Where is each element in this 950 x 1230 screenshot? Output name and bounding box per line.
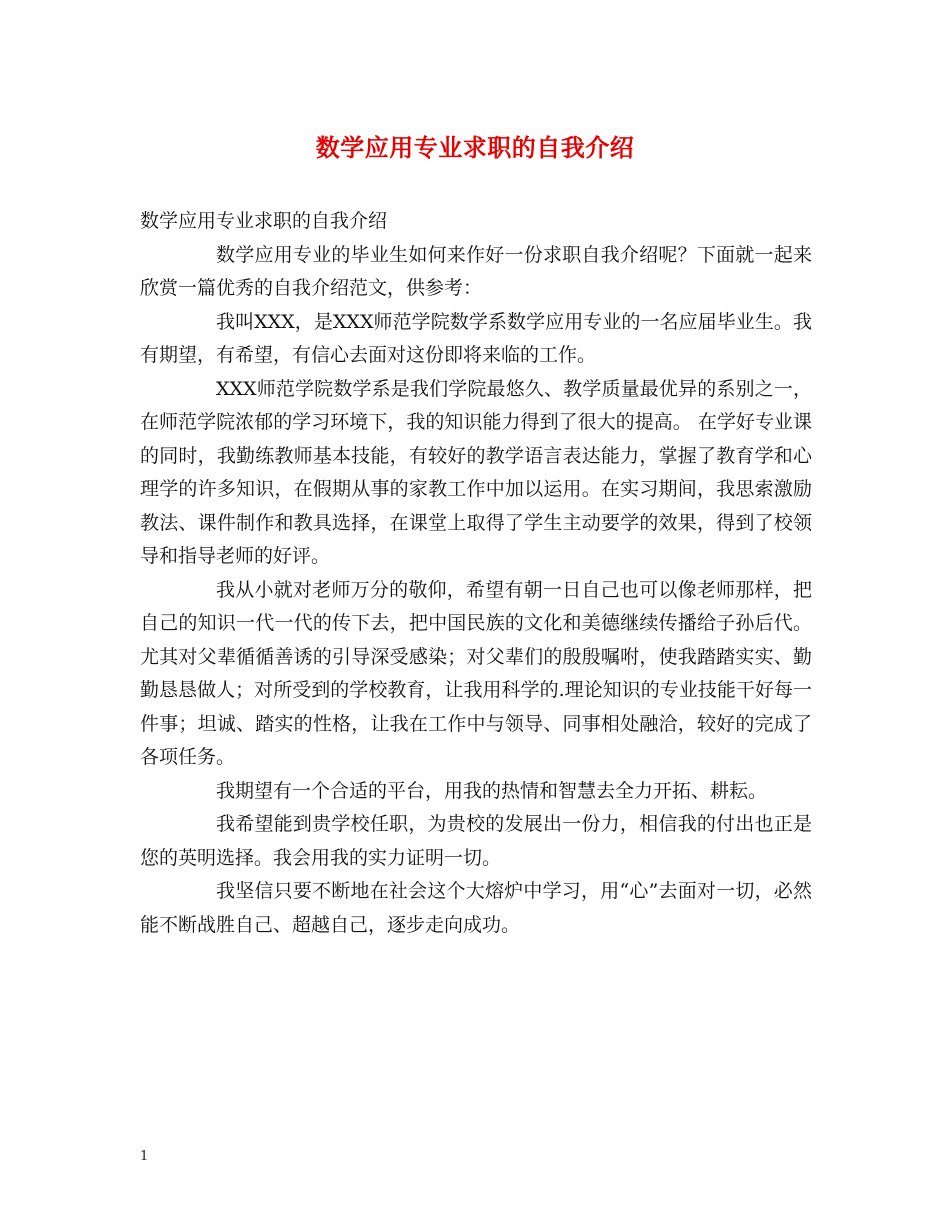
- paragraph-self-intro: 我叫XXX，是XXX师范学院数学系数学应用专业的一名应届毕业生。我有期望，有希望，有信心去面对这份即将来临的工作。: [140, 310, 812, 366]
- page-title: 数学应用专业求职的自我介绍: [315, 133, 635, 162]
- paragraph-conclusion: 我坚信只要不断地在社会这个大熔炉中学习，用“心”去面对一切，必然能不断战胜自己、超越自己，逐步走向成功。: [140, 880, 812, 936]
- paragraph-intro: 数学应用专业的毕业生如何来作好一份求职自我介绍呢？下面就一起来欣赏一篇优秀的自我介绍范文，供参考：: [140, 243, 812, 299]
- page-number: 1: [140, 1149, 149, 1164]
- document-body: [140, 205, 812, 942]
- paragraph-aspiration: 我从小就对老师万分的敬仰，希望有朝一日自己也可以像老师那样，把自己的知识一代一代的传下去，把中国民族的文化和美德继续传播给子孙后代。尤其对父辈循循善诱的引导深受感染；对父辈们的殷殷嘱咐，使我踏踏实实、勤勤恳恳做人；对所受到的学校教育，让我用科学的.理论知识的专业技能干好每一件事；坦诚、踏实的性格，让我在工作中与领导、同事相处融洽，较好的完成了各项任务。: [140, 578, 812, 768]
- paragraph-hope: 我希望能到贵学校任职，为贵校的发展出一份力，相信我的付出也正是您的英明选择。我会用我的实力证明一切。: [140, 813, 812, 869]
- document-subtitle: 数学应用专业求职的自我介绍: [140, 210, 388, 232]
- paragraph-platform: 我期望有一个合适的平台，用我的热情和智慧去全力开拓、耕耘。: [216, 779, 768, 802]
- paragraph-education: XXX师范学院数学系是我们学院最悠久、教学质量最优异的系别之一，在师范学院浓郁的学习环境下，我的知识能力得到了很大的提高。 在学好专业课的同时，我勤练教师基本技能，有较好的教学语言表达能力，掌握了教育学和心理学的许多知识，在假期从事的家教工作中加以运用。在实习期间，我思索激励教法、课件制作和教具选择，在课堂上取得了学生主动要学的效果，得到了校领导和指导老师的好评。: [140, 377, 812, 567]
